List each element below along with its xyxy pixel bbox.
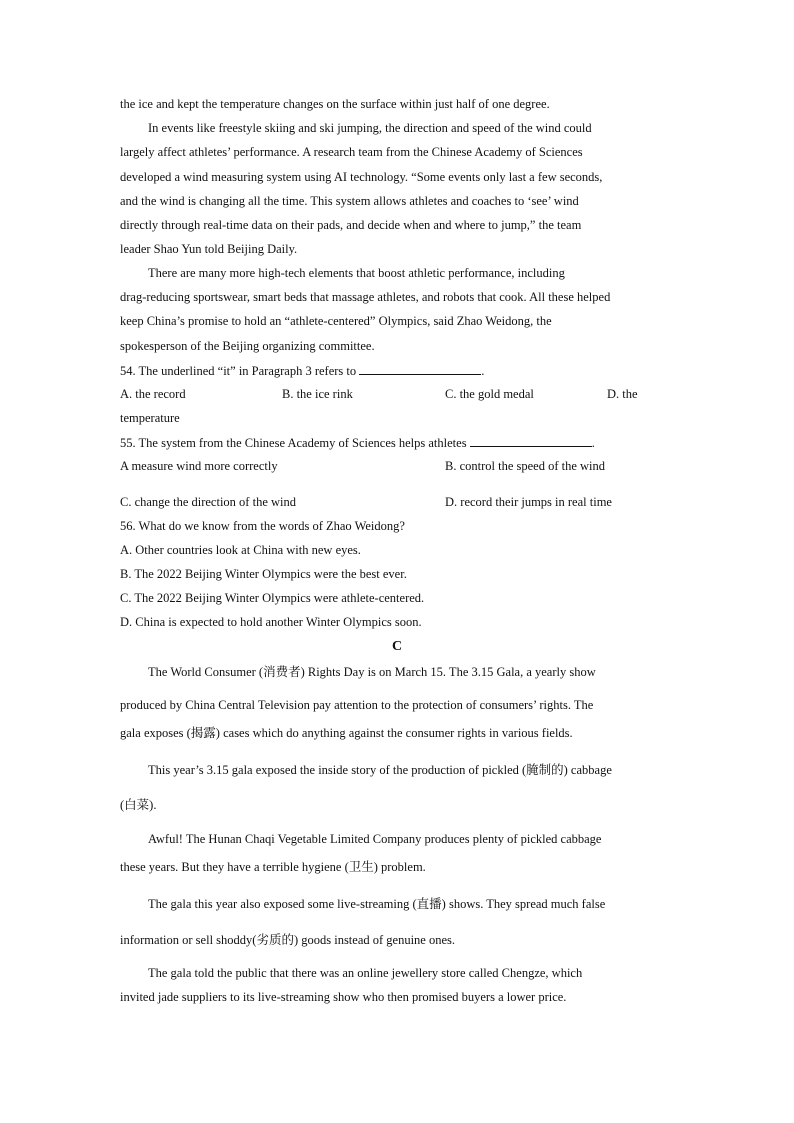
section-heading: C — [391, 639, 403, 654]
passage-line: The World Consumer (消费者) Rights Day is on March 15. The 3.15 Gala, a yearly show — [148, 665, 596, 679]
question-period: . — [481, 364, 485, 378]
option-d[interactable]: D. record their jumps in real time — [445, 495, 612, 509]
passage-line: The gala told the public that there was an online jewellery store called Chengze, which — [148, 966, 583, 980]
option-d[interactable]: D. China is expected to hold another Winter Olympics soon. — [120, 615, 422, 629]
passage-line: developed a wind measuring system using AI technology. “Some events only last a few seconds, — [120, 170, 603, 184]
option-a[interactable]: A measure wind more correctly — [120, 459, 278, 473]
passage-line: information or sell shoddy(劣质的) goods instead of genuine ones. — [120, 933, 456, 947]
option-c[interactable]: C. change the direction of the wind — [120, 495, 296, 509]
option-a[interactable]: A. Other countries look at China with new eyes. — [120, 543, 361, 557]
passage-line: produced by China Central Television pay attention to the protection of consumers’ rights. The — [120, 698, 594, 712]
passage-line: The gala this year also exposed some live-streaming (直播) shows. They spread much false — [148, 897, 606, 911]
passage-line: directly through real-time data on their pads, and decide when and where to jump,” the team — [120, 218, 582, 232]
question-stem: 54. The underlined “it” in Paragraph 3 refers to — [120, 364, 357, 378]
passage-line: these years. But they have a terrible hygiene (卫生) problem. — [120, 860, 426, 874]
passage-line: largely affect athletes’ performance. A research team from the Chinese Academy of Sciences — [120, 145, 583, 159]
answer-blank[interactable] — [359, 362, 481, 375]
answer-blank[interactable] — [470, 434, 592, 447]
passage-line: (白菜). — [120, 798, 157, 812]
option-c[interactable]: C. the gold medal — [445, 387, 534, 401]
option-b[interactable]: B. control the speed of the wind — [445, 459, 606, 473]
passage-line: There are many more high-tech elements that boost athletic performance, including — [148, 266, 565, 280]
passage-line: drag-reducing sportswear, smart beds that massage athletes, and robots that cook. All these helped — [120, 290, 611, 304]
question-stem: 55. The system from the Chinese Academy of Sciences helps athletes — [120, 436, 467, 450]
passage-line: In events like freestyle skiing and ski jumping, the direction and speed of the wind could — [148, 121, 592, 135]
question-period: . — [591, 436, 595, 450]
option-a[interactable]: A. the record — [120, 387, 186, 401]
passage-line: gala exposes (揭露) cases which do anything against the consumer rights in various fields. — [120, 726, 573, 740]
passage-line: spokesperson of the Beijing organizing committee. — [120, 339, 375, 353]
question-54 — [120, 362, 484, 379]
passage-line: Awful! The Hunan Chaqi Vegetable Limited Company produces plenty of pickled cabbage — [148, 832, 602, 846]
passage-line: leader Shao Yun told Beijing Daily. — [120, 242, 298, 256]
passage-line: the ice and kept the temperature changes on the surface within just half of one degree. — [120, 97, 550, 111]
option-b[interactable]: B. the ice rink — [282, 387, 353, 401]
option-d[interactable]: D. the — [607, 387, 638, 401]
passage-line: and the wind is changing all the time. This system allows athletes and coaches to ‘see’ wind — [120, 194, 579, 208]
passage-line: This year’s 3.15 gala exposed the inside story of the production of pickled (腌制的) cabbage — [148, 763, 612, 777]
option-b[interactable]: B. The 2022 Beijing Winter Olympics were the best ever. — [120, 567, 407, 581]
option-c[interactable]: C. The 2022 Beijing Winter Olympics were athlete-centered. — [120, 591, 425, 605]
question-56: 56. What do we know from the words of Zhao Weidong? — [120, 519, 405, 533]
passage-line: keep China’s promise to hold an “athlete-centered” Olympics, said Zhao Weidong, the — [120, 314, 552, 328]
passage-line: invited jade suppliers to its live-streaming show who then promised buyers a lower price. — [120, 990, 567, 1004]
question-55 — [120, 434, 595, 451]
option-d-continued: temperature — [120, 411, 180, 425]
